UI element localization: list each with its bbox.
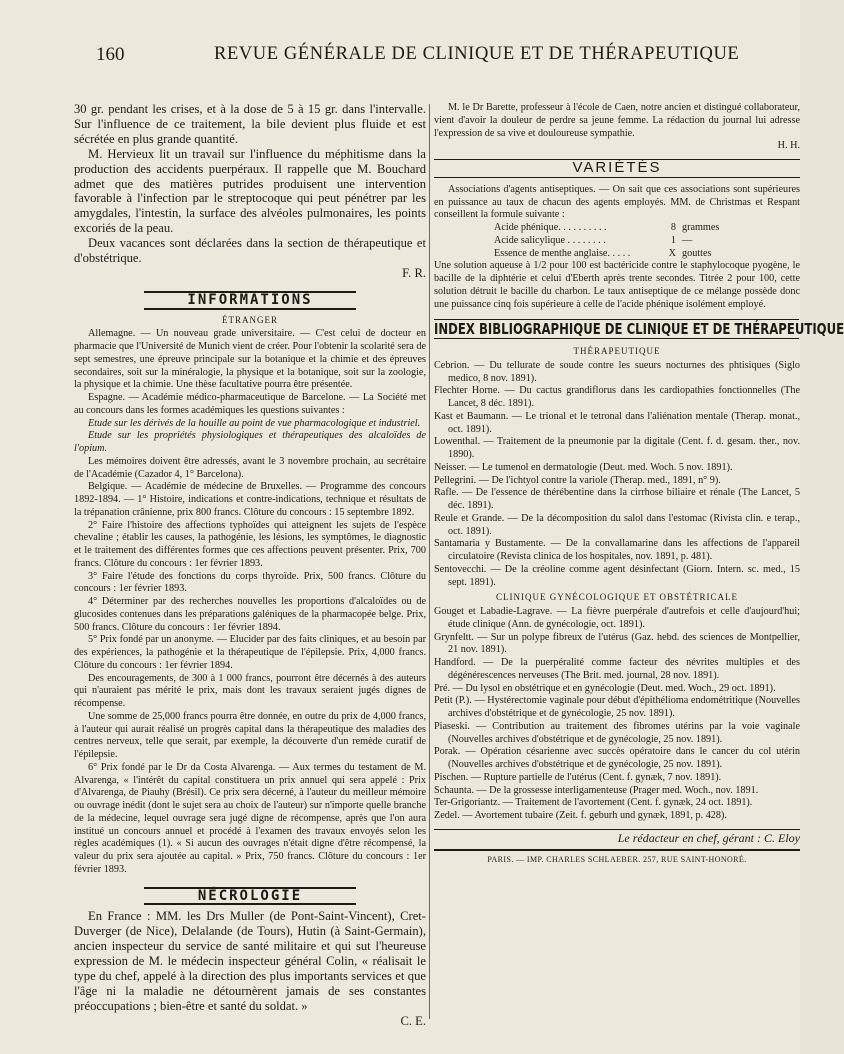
bibliography-entry: Zedel. — Avortement tubaire (Zeit. f. geburh und gynæk, 1891, p. 428). (434, 810, 727, 821)
recipe-line: Acide salicylique . . . . . . . . 1 — (494, 234, 693, 246)
bibliography-entry: Cebrion. — Du tellurate de soude contre les sueurs nocturnes des phtisiques (Siglo medico, 8 nov. 1891). (434, 359, 800, 384)
news-item: Les mémoires doivent être adressés, avant le 3 novembre prochain, au secrétaire de l'Académie (Cazador 4, 1° Barcelona). (74, 455, 426, 480)
news-item: Des encouragements, de 300 à 1 000 francs, pourront être décernés à des auteurs qui n'auraient pas mérité le prix, mais dont les travaux seraient jugés dignes de récompense. (74, 672, 426, 710)
author-initials: C. E. (400, 1013, 426, 1028)
section-heading-varietes: VARIÉTÉS (434, 159, 800, 178)
bibliography-entry: Pré. — Du lysol en obstétrique et en gynécologie (Deut. med. Woch., 29 oct. 1891). (434, 682, 776, 694)
column-rule (429, 104, 430, 1019)
left-column (74, 102, 426, 1029)
paragraph: 30 gr. pendant les crises, et à la dose de 5 à 15 gr. dans l'intervalle. Sur l'influence de ce traitement, la bile devient plus fluide et est sécrétée en plus grande quantité. (74, 102, 426, 146)
page-number: 160 (96, 44, 125, 65)
news-item: 3° Faire l'étude des fonctions du corps thyroïde. Prix, 500 francs. Clôture du concours : 1er février 1893. (74, 570, 426, 595)
recipe-line: Acide phénique. . . . . . . . . . 8 grammes (494, 222, 720, 233)
section-heading-index: INDEX BIBLIOGRAPHIQUE DE CLINIQUE ET DE THÉRAPEUTIQUE (434, 320, 844, 339)
paragraph: En France : MM. les Drs Muller (de Pont-Saint-Vincent), Cret-Duverger (de Nice), Delalande (de Tours), Hutin (à Saint-Germain), ancien inspecteur du service de santé militaire et qui sut l'heureuse expression de M. le médecin inspecteur général Colin, « réalisait le type du chef, appelé à la direction des plus importants services et que l'âge ni la maladie ne détournèrent jamais de ses constantes préoccupations ; bien-être et santé du soldat. » (74, 909, 426, 1013)
news-item: 6° Prix fondé par le Dr da Costa Alvarenga. — Aux termes du testament de M. Alvarenga, « l'intérêt du capital constituera un prix annuel qui sera appelé : Prix d'Alvarenga, de Piauhy (Brésil). Ce prix sera décerné, à l'auteur du meilleur mémoire ou ouvrage inédit (dont le sujet sera au choix de l'auteur) sur n'importe quelle branche de la médecine, lequel ouvrage sera jugé digne de récompense, après que l'on aura institué un concours annuel et procédé à l'examen des travaux envoyés selon les règles académiques (1). « Si aucun des ouvrages n'était digne d'être récompensé, la valeur du prix sera ajoutée au capital. » Prix, 750 francs. Clôture du concours : 1er février 1893. (74, 761, 426, 875)
news-item: 2° Faire l'histoire des affections typhoïdes qui atteignent les sujets de l'espèce chevaline ; établir les causes, la pathogénie, les lésions, les symptômes, le diagnostic et le traitement des différentes formes que ces affections peuvent présenter. Prix, 700 francs. Clôture du concours : 1er février 1893. (74, 519, 426, 569)
bibliography-entry: Gouget et Labadie-Lagrave. — La fièvre puerpérale d'autrefois et celle d'aujourd'hui; étude clinique (Ann. de gynécologie, oct. 1891). (434, 606, 800, 630)
news-item: 5° Prix fondé par un anonyme. — Elucider par des faits cliniques, et au besoin par des expériences, la pathogénie et la thérapeutique de l'épilepsie. Prix, 4,000 francs. Clôture du concours : 1er février 1894. (74, 634, 426, 671)
news-item: 4° Déterminer par des recherches nouvelles les proportions d'alcaloïdes ou de glucosides contenues dans les préparations galéniques de la pharmacopée belge. Prix, 500 francs. Clôture du concours : 1er février 1894. (74, 596, 426, 633)
section-heading-necrologie: NÉCROLOGIE (74, 887, 426, 906)
paragraph: Une solution aqueuse à 1/2 pour 100 est bactéricide contre le staphylocoque pyogène, le bacille de la diphtérie et celui d'Eberth après trente secondes. Titrée 2 pour 100, cette solution détruit le bacille du charbon. Le taux antiseptique de ce mélange possède donc une puissance cinq fois supérieure à celle de l'acide phénique isolément employé. (434, 260, 800, 310)
paragraph: Associations d'agents antiseptiques. — On sait que ces associations sont supérieures en puissance au taux de chacun des agents employés. MM. de Christmas et Respant conseillent la formule suivante : (434, 183, 800, 221)
subsection-heading: CLINIQUE GYNÉCOLOGIQUE ET OBSTÉTRICALE (495, 592, 739, 603)
printer-imprint: PARIS. — IMP. CHARLES SCHLAEBER. 257, RUE SAINT-HONORÉ. (434, 849, 800, 867)
recipe-line: Essence de menthe anglaise. . . . . X gouttes (494, 247, 712, 259)
bibliography-entry: Santamaria y Bustamente. — De la convallamarine dans les affections de l'appareil circulatoire (Revista clinica de los hospitales, nov. 1891, p. 481). (434, 538, 800, 562)
bibliography-entry: Handford. — De la puerpéralité comme facteur des névrites multiples et des dégénérescences nerveuses (The Brit. med. journal, 28 nov. 1891). (434, 657, 800, 681)
bibliography-entry: Reule et Grande. — De la décomposition du salol dans l'estomac (Rivista clin. e terap., oct. 1891). (434, 512, 800, 537)
author-initials: H. H. (777, 140, 800, 152)
bibliography-entry: Piaseski. — Contribution au traitement des fibromes utérins par la voie vaginale (Nouvelles archives d'obstétrique et de gynécologie, 25 nov. 1891). (434, 720, 800, 745)
bibliography-entry: Porak. — Opération césarienne avec succès opératoire dans le cancer du col utérin (Nouvelles archives d'obstétrique et de gynécologie, 25 nov. 1891). (434, 746, 800, 770)
bibliography-entry: Grynfeltt. — Sur un polype fibreux de l'utérus (Gaz. hebd. des sciences de Montpellier, 21 nov. 1891). (434, 631, 800, 656)
bibliography-entry: Rafle. — De l'essence de thérébentine dans la cirrhose biliaire et rénale (The Lancet, 5 déc. 1891). (434, 487, 800, 511)
subsection-heading: THÉRAPEUTIQUE (573, 346, 661, 356)
news-item: Etude sur les propriétés physiologiques et thérapeutiques des alcaloïdes de l'opium. (74, 430, 426, 455)
news-item: Belgique. — Académie de médecine de Bruxelles. — Programme des concours 1892-1894. — 1° Histoire, indications et contre-indications, technique et résultats de la trépanation crânienne, prix 800 francs. Clôture du concours : 15 septembre 1892. (74, 481, 426, 518)
bibliography-entry: Ter-Grigoriantz. — Traitement de l'avortement (Cent. f. gynæk, 24 oct. 1891). (434, 797, 753, 809)
section-heading-informations: INFORMATIONS (74, 291, 426, 310)
journal-title: REVUE GÉNÉRALE DE CLINIQUE ET DE THÉRAPEUTIQUE (214, 44, 740, 64)
subsection-heading: ÉTRANGER (222, 314, 278, 325)
paragraph: Deux vacances sont déclarées dans la section de thérapeutique et d'obstétrique. (74, 236, 426, 266)
bibliography-entry: Kast et Baumann. — Le trional et le tetronal dans l'aliénation mentale (Therap. monat., oct. 1891). (434, 410, 800, 435)
bibliography-entry: Neisser. — Le tumenol en dermatologie (Deut. med. Woch. 5 nov. 1891). (434, 461, 733, 473)
paragraph: M. le Dr Barette, professeur à l'école de Caen, notre ancien et distingué collaborateur, vient d'avoir la douleur de perdre sa jeune femme. La rédaction du journal lui adresse l'expression de sa vive et douloureuse sympathie. (434, 102, 800, 139)
editor-signature: Le rédacteur en chef, gérant : C. Eloy (434, 829, 800, 845)
bibliography-entry: Lowenthal. — Traitement de la pneumonie par la digitale (Cent. f. d. gesam. ther., nov. 1890). (434, 436, 800, 460)
running-header (0, 44, 800, 72)
bibliography-entry: Petit (P.). — Hystérectomie vaginale pour début d'épithélioma endométritique (Nouvelles archives d'obstétrique et de gynécologie, 25 nov. 1891). (434, 695, 800, 719)
author-initials: F. R. (402, 265, 426, 280)
news-item: Allemagne. — Un nouveau grade universitaire. — C'est celui de docteur en pharmacie que l'Université de Munich vient de créer. Pour l'obtenir la scolarité sera de sept semestres, une épreuve principale sur la botanique et la chimie et des épreuves secondaires, soit sur la minéralogie, la physique et la botanique, soit sur la zoologie, la physique et la chimie. Une thèse facultative pourra être présentée. (74, 328, 426, 391)
bibliography-entry: Pischen. — Rupture partielle de l'utérus (Cent. f. gynæk, 7 nov. 1891). (434, 771, 722, 783)
bibliography-entry: Pellegrini. — De l'ichtyol contre la variole (Therap. med., 1891, n° 9). (434, 474, 721, 486)
right-column (434, 102, 844, 866)
bibliography-entry: Schaunta. — De la grossesse interligamenteuse (Prager med. Woch., nov. 1891. (434, 784, 759, 796)
paragraph: M. Hervieux lit un travail sur l'influence du méphitisme dans la production des accidents puerpéraux. Il rappelle que M. Bouchard admet que des matières putrides produisent une intervention favorable à l'infection par le streptocoque qui peut pénétrer par les amygdales, l'intestin, la surface des alvéoles pulmonaires, les points excoriés de la peau. (74, 146, 426, 236)
news-item: Etude sur les dérivés de la houille au point de vue pharmacologique et industriel. (88, 417, 421, 429)
news-item: Une somme de 25,000 francs pourra être donnée, en outre du prix de 4,000 francs, à l'auteur qui aurait réalisé un progrès capital dans la thérapeutique des maladies des centres nerveux, telle que serait, par exemple, la découverte d'un remède curatif de l'épilepsie. (74, 710, 426, 761)
bibliography-entry: Flechter Horne. — Du cactus grandiflorus dans les cardiopathies fonctionnelles (The Lancet, 8 déc. 1891). (434, 385, 800, 409)
news-item: Espagne. — Académie médico-pharmaceutique de Barcelone. — La Société met au concours dans les formes académiques les questions suivantes : (74, 392, 426, 416)
bibliography-entry: Sentovecchi. — De la créoline comme agent désinfectant (Giorn. Intern. sc. med., 15 sept. 1891). (434, 563, 800, 588)
